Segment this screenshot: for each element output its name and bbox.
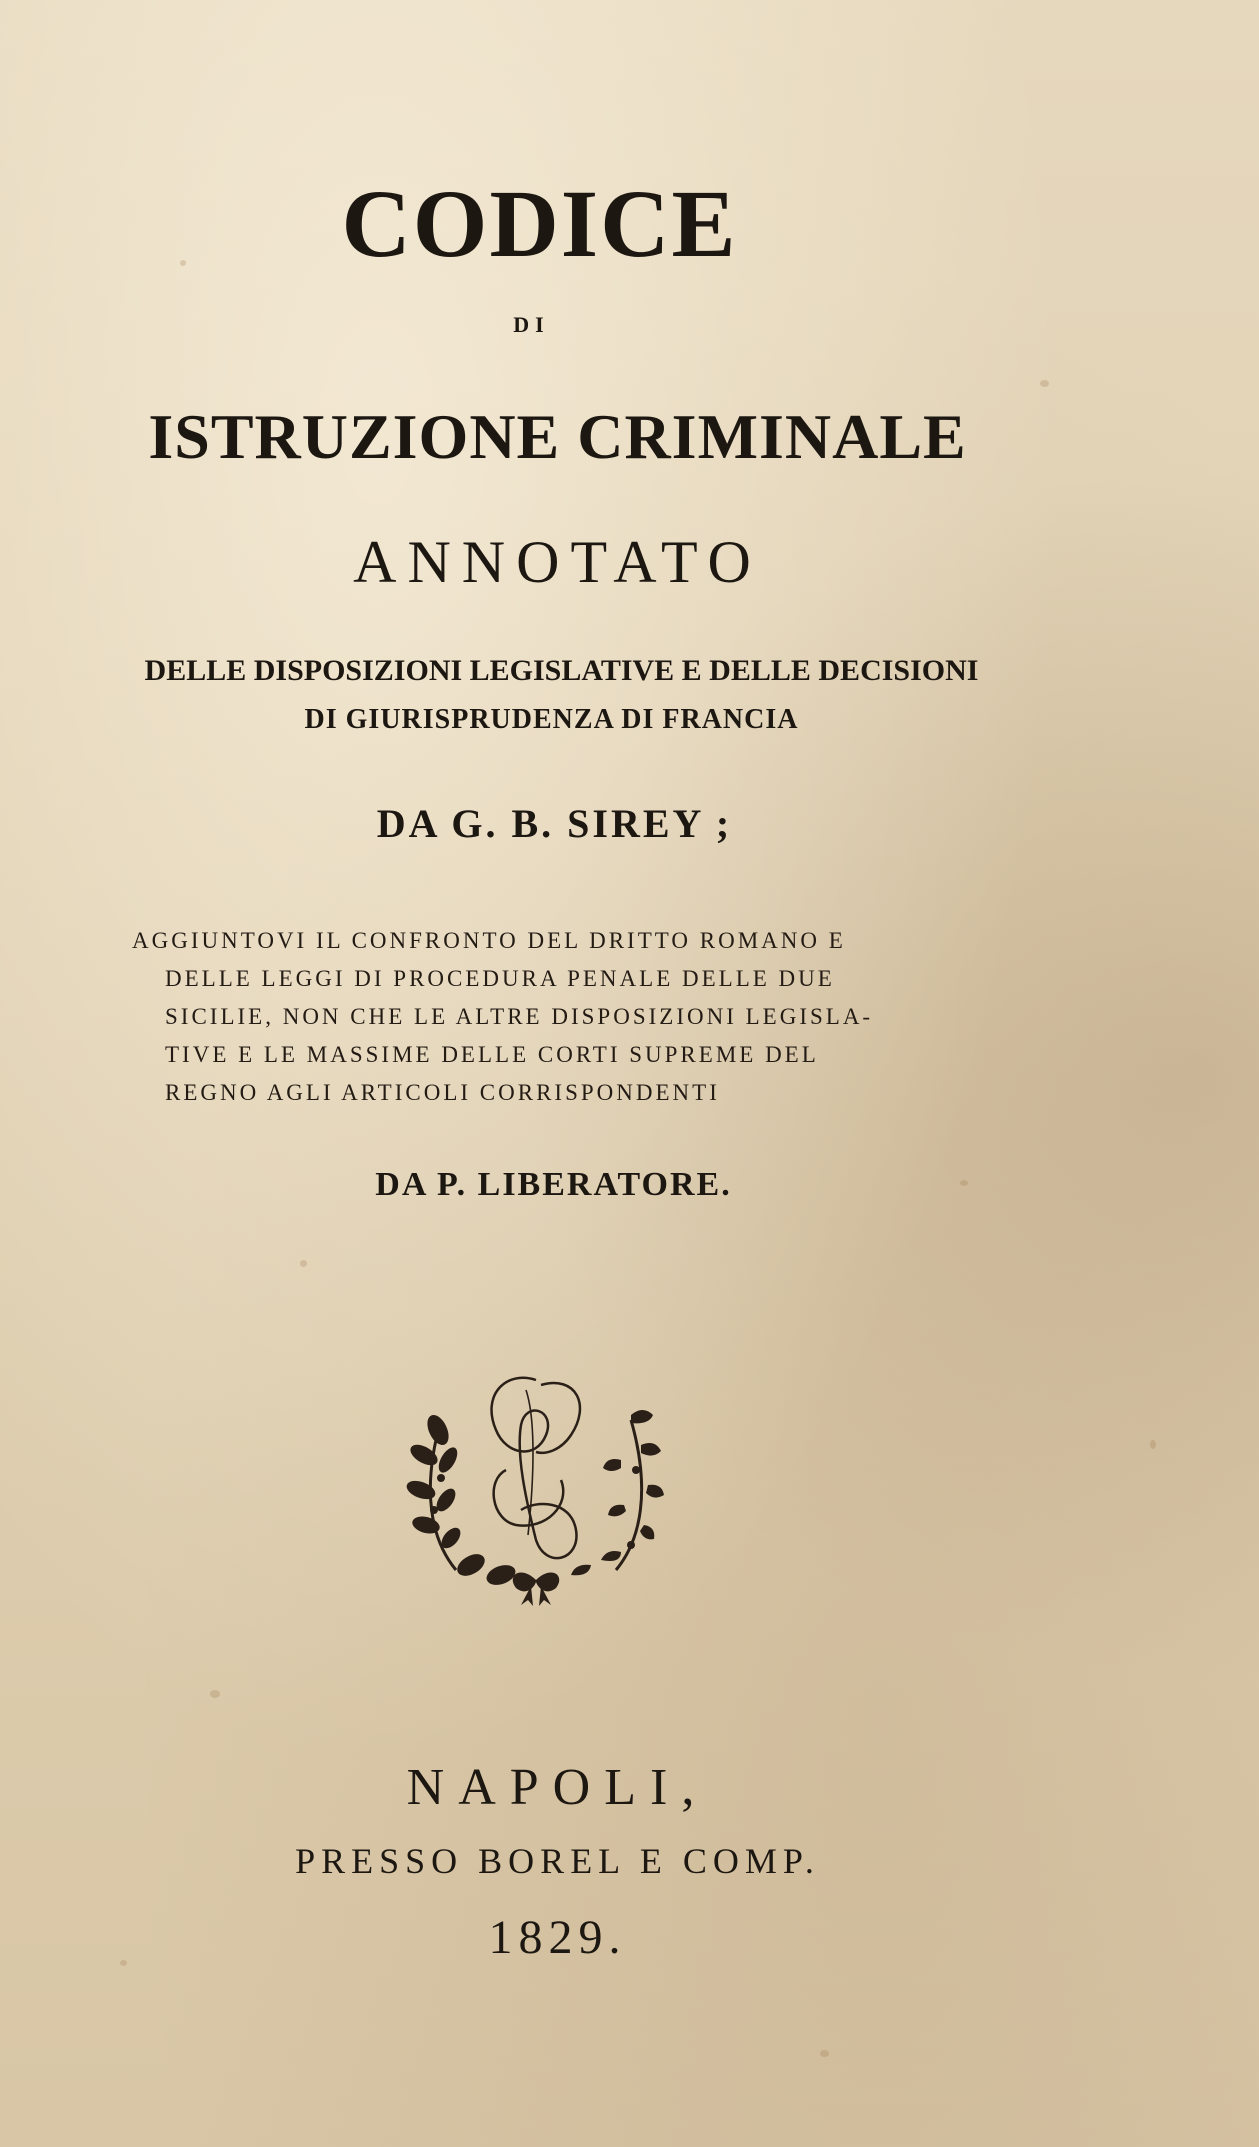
- title-main: CODICE: [341, 170, 738, 277]
- title-connector: DI: [513, 312, 550, 337]
- additions-line: REGNO AGLI ARTICOLI CORRISPONDENTI: [165, 1080, 720, 1105]
- author-secondary: DA P. LIBERATORE.: [375, 1166, 732, 1203]
- title-subject: ISTRUZIONE CRIMINALE: [148, 401, 967, 472]
- subtitle-line-2: DI GIURISPRUDENZA DI FRANCIA: [304, 704, 799, 735]
- title-qualifier: ANNOTATO: [353, 529, 762, 595]
- foxing-spot: [1150, 1440, 1156, 1449]
- monogram-wreath-icon: [386, 1360, 686, 1610]
- additions-line: AGGIUNTOVI IL CONFRONTO DEL DRITTO ROMANO E: [132, 928, 846, 953]
- foxing-spot: [820, 2050, 829, 2057]
- foxing-spot: [300, 1260, 307, 1267]
- additions-line: SICILIE, NON CHE LE ALTRE DISPOSIZIONI LEGISLA-: [165, 1004, 874, 1029]
- foxing-spot: [210, 1690, 220, 1698]
- imprint-place: NAPOLI,: [406, 1759, 709, 1816]
- author-primary: DA G. B. SIREY ;: [376, 801, 733, 846]
- imprint-publisher: PRESSO BOREL E COMP.: [295, 1841, 820, 1881]
- subtitle-line-1: DELLE DISPOSIZIONI LEGISLATIVE E DELLE DECISIONI: [144, 654, 979, 687]
- imprint-year: 1829.: [488, 1911, 627, 1964]
- foxing-spot: [1040, 380, 1049, 387]
- additions-line: TIVE E LE MASSIME DELLE CORTI SUPREME DEL: [165, 1042, 819, 1067]
- additions-line: DELLE LEGGI DI PROCEDURA PENALE DELLE DUE: [165, 966, 835, 991]
